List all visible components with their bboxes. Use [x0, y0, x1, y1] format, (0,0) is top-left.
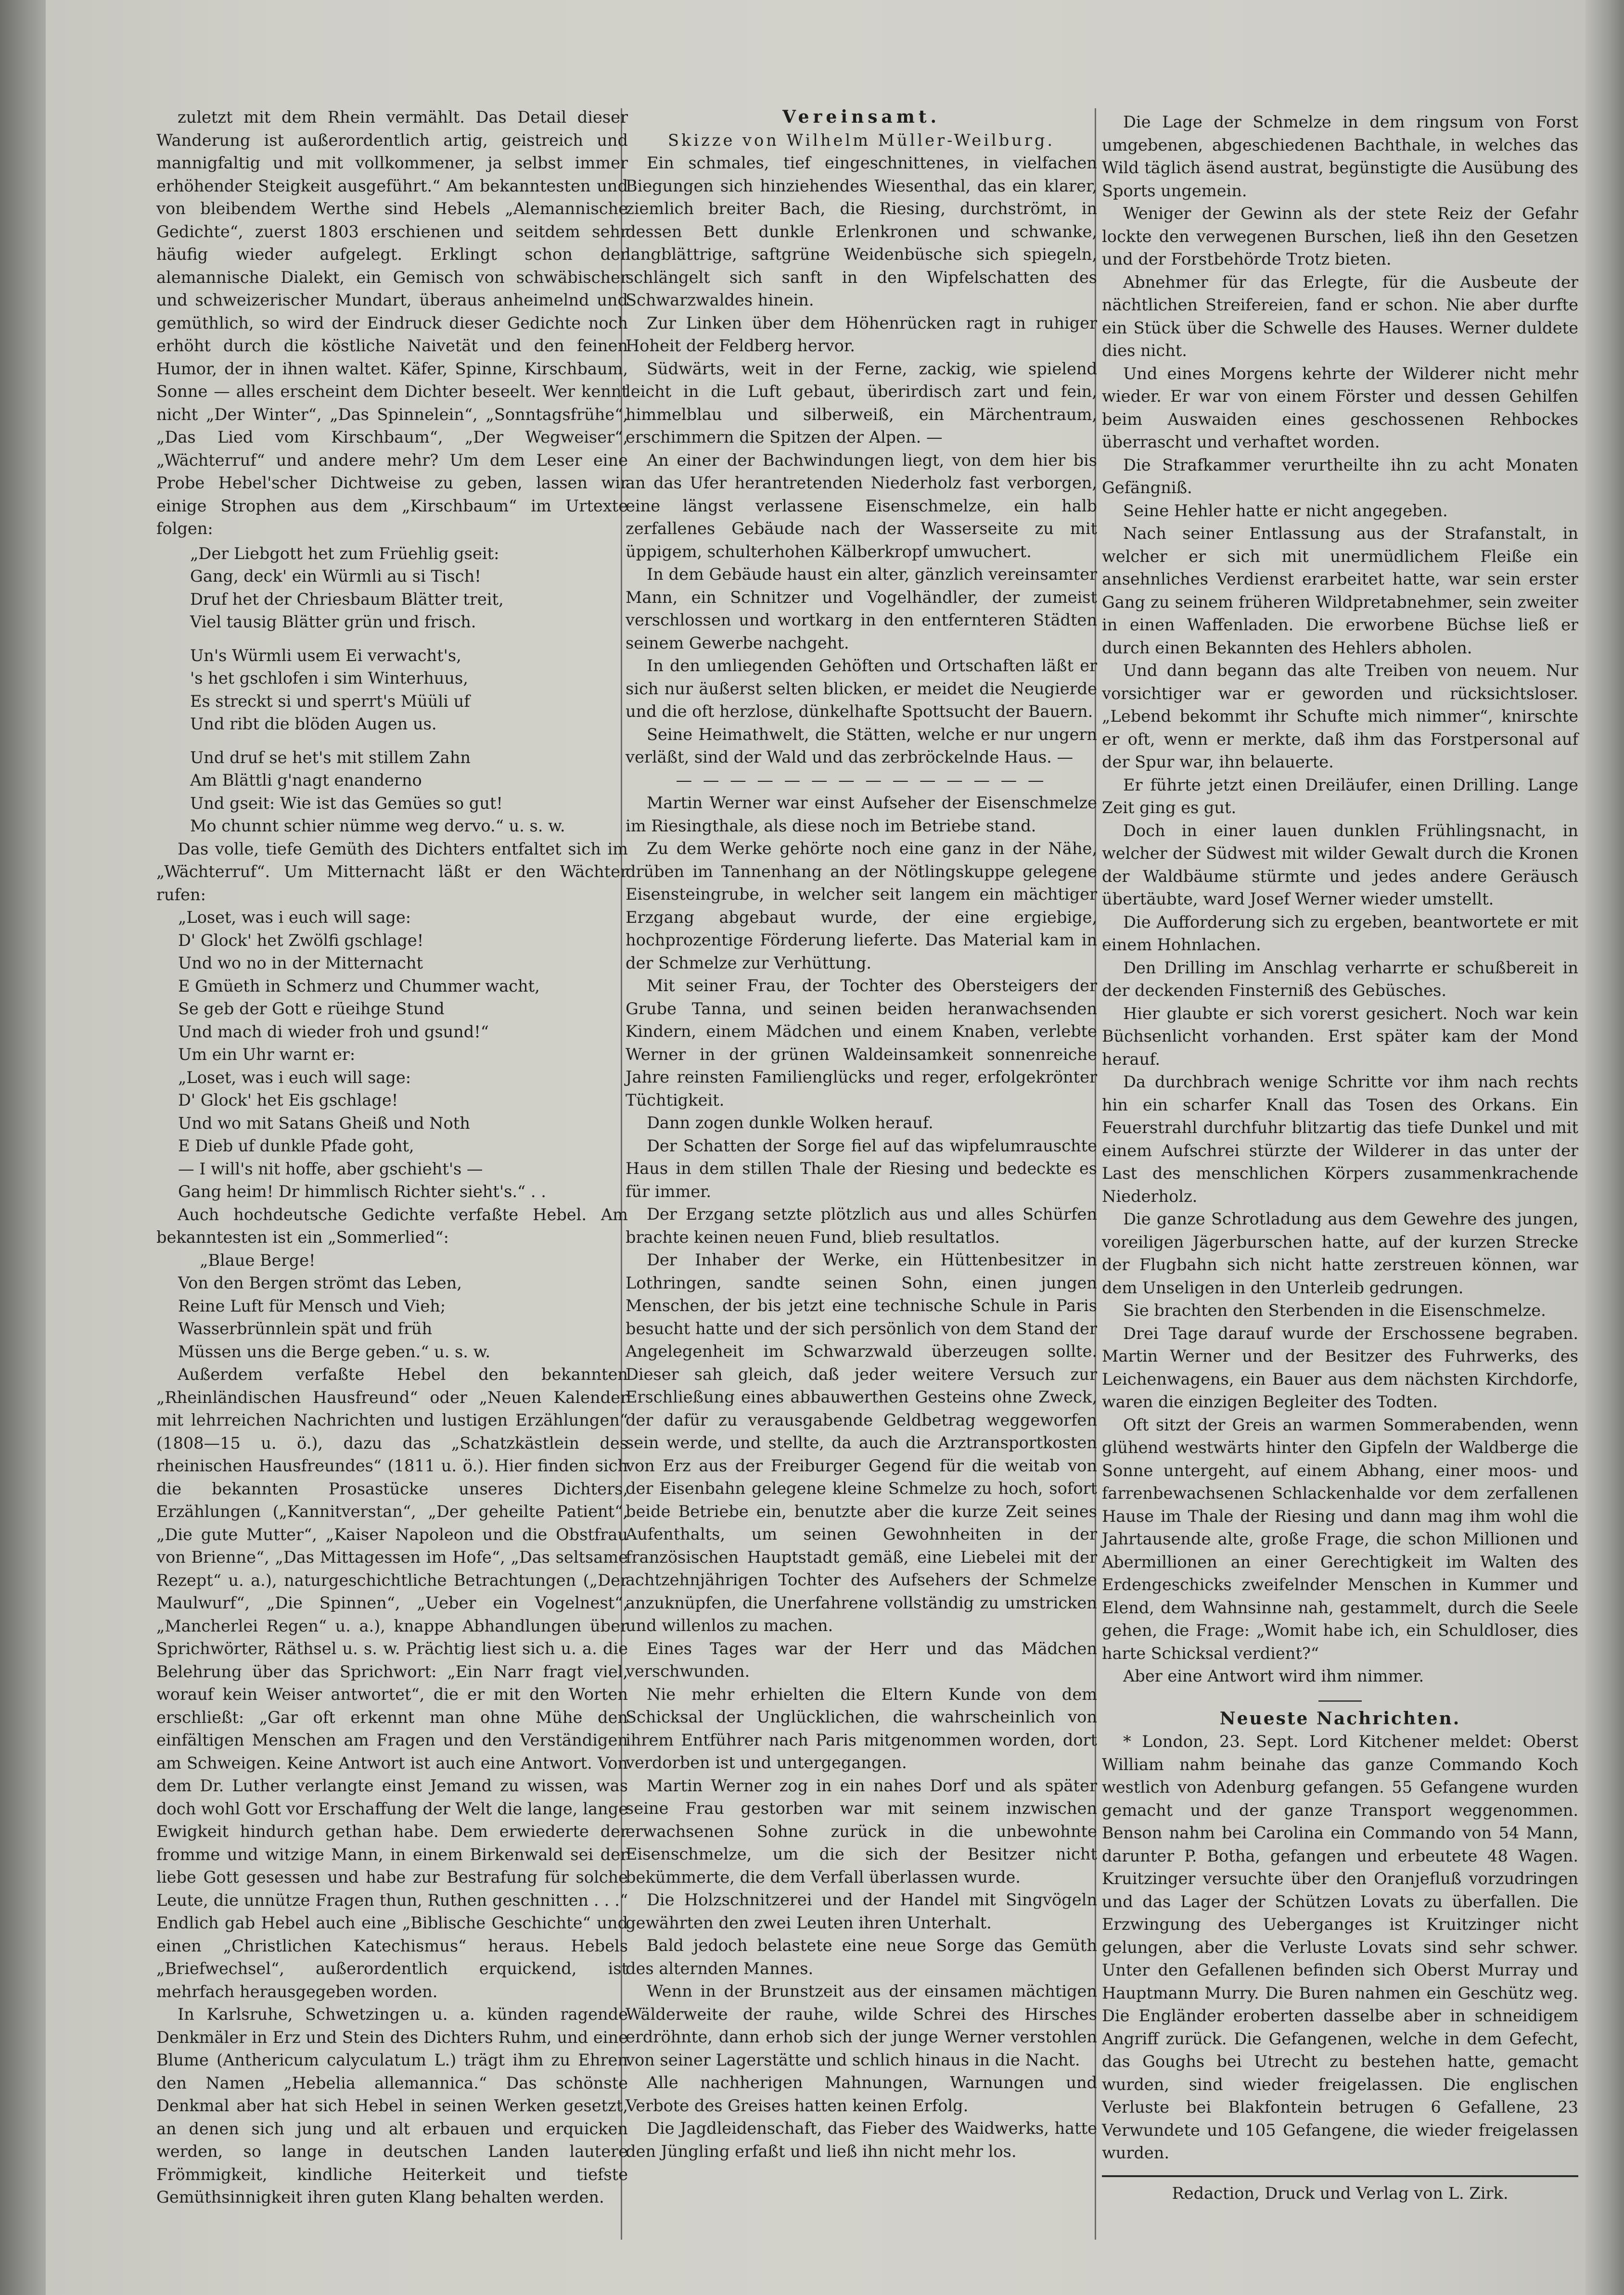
verse-line: Es streckt si und sperrt's Müüli uf [190, 691, 470, 711]
paragraph: Und dann begann das alte Treiben von neuem. Nur vorsichtiger war er geworden und rücksichtsloser. „Lebend bekommt ihr Schufte mich nimmer“, knirschte er oft, wenn er merkte, daß ihm das Forstpersonal auf der Spur war, ihn belauerte. [1102, 661, 1578, 771]
paragraph: An einer der Bachwindungen liegt, von dem hier bis an das Ufer herantretenden Niederholz fast verborgen, eine längst verlassene Eisenschmelze, ein halb zerfallenes Gebäude nach der Wasserseite zu mit üppigem, schulterhohen Kälberkropf umwuchert. [626, 450, 1097, 561]
paragraph: zuletzt mit dem Rhein vermählt. Das Detail dieser Wanderung ist außerordentlich artig, geistreich und mannigfaltig und mit vollkommener, ja selbst immer erhöhender Steigkeit ausgeführt.“ Am bekanntesten und von bleibendem Werthe sind Hebels „Alemannische Gedichte“, zuerst 1803 erschienen und seitdem sehr häufig wieder aufgelegt. Erklingt schon der alemannische Dialekt, ein Gemisch von schwäbischer und schweizerischer Mundart, überaus anheimelnd und gemüthlich, so wird der Eindruck dieser Gedichte noch erhöht durch die köstliche Naivetät und den feinen Humor, der in ihnen waltet. Käfer, Spinne, Kirschbaum, Sonne — alles erscheint dem Dichter beseelt. Wer kennt nicht „Der Winter“, „Das Spinnelein“, „Sonntagsfrühe“, „Das Lied vom Kirschbaum“, „Der Wegweiser“, „Wächterruf“ und andere mehr? Um dem Leser eine Probe Hebel'scher Dichtweise zu geben, lassen wir einige Strophen aus dem „Kirschbaum“ im Urtexte folgen: [156, 108, 628, 538]
verse-line: Am Blättli g'nagt enanderno [190, 771, 422, 790]
paragraph: Oft sitzt der Greis an warmen Sommerabenden, wenn glühend westwärts hinter den Gipfeln der Waldberge die Sonne untergeht, auf einem Abhang, einer moos- und farrenbewachsenen Schlackenhalde vor dem zerfallenen Hause im Thale der Riesing und dann mag ihm wohl die Jahrtausende alte, große Frage, die schon Millionen und Abermillionen an einer Gerechtigkeit im Walten des Erdengeschicks zweifelnder Menschen in Kummer und Elend, dem Wahnsinne nah, gestammelt, durch die Seele gehen, die Frage: „Womit habe ich, ein Schuldloser, dies harte Schicksal verdient?“ [1102, 1415, 1578, 1663]
verse-line: Und ribt die blöden Augen us. [190, 714, 437, 733]
imprint: Redaction, Druck und Verlag von L. Zirk. [1172, 2183, 1509, 2203]
verse-line: Und druf se het's mit stillem Zahn [190, 748, 471, 767]
verse-line: Und wo no in der Mitternacht [178, 954, 423, 972]
story-byline: Skizze von Wilhelm Müller-Weilburg. [667, 130, 1055, 150]
paragraph: Das volle, tiefe Gemüth des Dichters entfaltet sich im „Wächterruf“. Um Mitternacht läßt er den Wächter rufen: [156, 839, 628, 904]
verse-line: Un's Würmli usem Ei verwacht's, [190, 646, 461, 665]
paragraph: Die Holzschnitzerei und der Handel mit Singvögeln gewährten den zwei Leuten ihren Unterhalt. [626, 1890, 1097, 1932]
verse-line: Gang, deck' ein Würmli au si Tisch! [190, 567, 481, 586]
paragraph: Zur Linken über dem Höhenrücken ragt in ruhiger Hoheit der Feldberg hervor. [626, 313, 1097, 355]
paragraph: Weniger der Gewinn als der stete Reiz der Gefahr lockte den verwegenen Burschen, ließ ihn den Gesetzen und der Forstbehörde Trotz bieten. [1102, 204, 1578, 268]
poem-kirschbaum [190, 542, 628, 838]
verse-line: — I will's nit hoffe, aber gschieht's — [178, 1159, 483, 1178]
paragraph: Da durchbrach wenige Schritte vor ihm nach rechts hin ein scharfer Knall das Tosen des Orkans. Ein Feuerstrahl durchfuhr blitzartig das tiefe Dunkel und mit einem Aufschrei stürzte der Wilderer in das unter der Last des menschlichen Körpers zusammenkrachende Niederholz. [1102, 1072, 1578, 1206]
news-heading: Neueste Nachrichten. [1219, 1708, 1461, 1729]
verse-line: E Dieb uf dunkle Pfade goht, [178, 1136, 414, 1155]
verse-line: „Blaue Berge! [200, 1250, 316, 1270]
verse-line: Wasserbrünnlein spät und früh [178, 1319, 433, 1338]
paragraph: Nie mehr erhielten die Eltern Kunde von dem Schicksal der Unglücklichen, die wahrscheinlich von ihrem Entführer nach Paris mitgenommen worden, dort verdorben ist und untergegangen. [626, 1684, 1097, 1772]
paragraph: In Karlsruhe, Schwetzingen u. a. künden ragende Denkmäler in Erz und Stein des Dichters Ruhm, und eine Blume (Anthericum calyculatum L.) trägt ihm zu Ehren den Namen „Hebelia allemannica.“ Das schönste Denkmal aber hat sich Hebel in seinen Werken gesetzt, an denen sich jung und alt erbauen und erquicken werden, so lange in deutschen Landen lautere Frömmigkeit, kindliche Heiterkeit und tiefste Gemüthsinnigkeit ihren guten Klang behalten werden. [156, 2005, 628, 2206]
paragraph: Der Erzgang setzte plötzlich aus und alles Schürfen brachte keinen neuen Fund, blieb resultatlos. [626, 1205, 1097, 1247]
paragraph: Alle nachherigen Mahnungen, Warnungen und Verbote des Greises hatten keinen Erfolg. [626, 2073, 1097, 2115]
paragraph: Auch hochdeutsche Gedichte verfaßte Hebel. Am bekanntesten ist ein „Sommerlied“: [156, 1205, 628, 1247]
section-divider [1318, 1700, 1362, 1702]
verse-line: „Der Liebgott het zum Früehlig gseit: [190, 544, 499, 563]
verse-line: Und mach di wieder froh und gsund!“ [178, 1022, 489, 1041]
verse-line: Und wo mit Satans Gheiß und Noth [178, 1113, 470, 1133]
column-1 [156, 106, 628, 2209]
scan-left-margin [0, 0, 46, 2295]
paragraph: Den Drilling im Anschlag verharrte er schußbereit in der deckenden Finsterniß des Gebüsches. [1102, 958, 1578, 1000]
paragraph: Südwärts, weit in der Ferne, zackig, wie spielend leicht in die Luft gebaut, überirdisch zart und fein, himmelblau und silberweiß, ein Märchentraum, erschimmern die Spitzen der Alpen. — [626, 359, 1097, 446]
paragraph: Martin Werner zog in ein nahes Dorf und als später seine Frau gestorben war mit seinem inzwischen erwachsenen Sohne zurück in die unbewohnte Eisenschmelze, um die sich der Besitzer nicht bekümmerte, die dem Verfall überlassen wurde. [626, 1776, 1097, 1887]
verse-line: Reine Luft für Mensch und Vieh; [178, 1296, 446, 1315]
paragraph: Die Lage der Schmelze in dem ringsum von Forst umgebenen, abgeschiedenen Bachthale, in welches das Wild täglich äsend austrat, begünstigte die Ausübung des Sports ungemein. [1102, 113, 1578, 200]
paragraph: Sie brachten den Sterbenden in die Eisenschmelze. [1123, 1301, 1546, 1320]
paragraph: Aber eine Antwort wird ihm nimmer. [1123, 1667, 1424, 1685]
scan-right-edge [1586, 0, 1624, 2295]
verse-line: D' Glock' het Eis gschlage! [178, 1091, 398, 1109]
paragraph: Die Strafkammer verurtheilte ihn zu acht Monaten Gefängniß. [1102, 455, 1578, 497]
verse-line: Müssen uns die Berge geben.“ u. s. w. [178, 1342, 491, 1361]
paragraph: Wenn in der Brunstzeit aus der einsamen mächtigen Wälderweite der rauhe, wilde Schrei des Hirsches erdröhnte, dann erhob sich der junge Werner verstohlen von seiner Lagerstätte und schlich hinaus in die Nacht. [626, 1982, 1097, 2069]
verse-line: Se geb der Gott e rüeihge Stund [178, 999, 445, 1018]
verse-line: Mo chunnt schier nümme weg dervo.“ u. s. w. [190, 816, 565, 835]
paragraph: Eines Tages war der Herr und das Mädchen verschwunden. [626, 1639, 1097, 1681]
column-2 [626, 106, 1097, 2163]
paragraph: Der Inhaber der Werke, ein Hüttenbesitzer in Lothringen, sandte seinen Sohn, einen jungen Menschen, der bis jetzt eine technische Schule in Paris besucht hatte und der sich persönlich von dem Stand der Angelegenheit im Schwarzwald überzeugen sollte. Dieser sah gleich, daß jeder weitere Versuch zur Erschließung eines abbauwerthen Gesteins ohne Zweck, der dafür zu verausgabende Geldbetrag weggeworfen sein werde, und stellte, da auch die Arztransportkosten von Erz aus der Freiburger Gegend für die weitab von der Eisenbahn gelegene kleine Schmelze zu hoch, sofort beide Betriebe ein, benutzte aber die kurze Zeit seines Aufenthalts, um seinen Gewohnheiten in der französischen Hauptstadt gemäß, eine Liebelei mit der achtzehnjährigen Tochter des Aufsehers der Schmelze anzuknüpfen, die Unerfahrene vollständig zu umstricken und willenlos zu machen. [626, 1250, 1097, 1635]
paragraph: Martin Werner war einst Aufseher der Eisenschmelze im Riesingthale, als diese noch im Betriebe stand. [626, 793, 1097, 835]
verse-line: Um ein Uhr warnt er: [178, 1045, 356, 1064]
verse-line: „Loset, was i euch will sage: [178, 1068, 411, 1087]
section-divider: — — — — — — — — — — — — — — [676, 770, 1047, 790]
verse-line: Und gseit: Wie ist das Gemües so gut! [190, 793, 503, 813]
paragraph: Außerdem verfaßte Hebel den bekannten „Rheinländischen Hausfreund“ oder „Neuen Kalender mit lehrreichen Nachrichten und lustigen Erzählungen“ (1808—15 u. ö.), dazu das „Schatzkästlein des rheinischen Hausfreundes“ (1811 u. ö.). Hier finden sich die bekannten Prosastücke unseres Dichters, Erzählungen („Kannitverstan“, „Der geheilte Patient“, „Die gute Mutter“, „Kaiser Napoleon und die Obstfrau von Brienne“, „Das Mittagessen im Hofe“, „Das seltsame Rezept“ u. a.), naturgeschichtliche Betrachtungen („Der Maulwurf“, „Die Spinnen“, „Ueber ein Vogelnest“, „Mancherlei Regen“ u. a.), knappe Abhandlungen über Sprichwörter, Räthsel u. s. w. Prächtig liest sich u. a. die Belehrung über das Sprichwort: „Ein Narr fragt viel, worauf kein Weiser antwortet“, die er mit den Worten erschließt: „Gar oft erkennt man ohne Mühe den einfältigen Menschen am Fragen und den Verständigen am Schweigen. Keine Antwort ist auch eine Antwort. Von dem Dr. Luther verlangte einst Jemand zu wissen, was doch wohl Gott vor Erschaffung der Welt die lange, lange Ewigkeit hindurch gethan habe. Dem erwiederte der fromme und witzige Mann, in einem Birkenwald sei der liebe Gott gesessen und habe zur Bestrafung für solche Leute, die unnütze Fragen thun, Ruthen geschnitten . . .“ Endlich gab Hebel auch eine „Biblische Geschichte“ und einen „Christlichen Katechismus“ heraus. Hebels „Briefwechsel“, außerordentlich erquickend, ist mehrfach herausgegeben worden. [156, 1365, 628, 2001]
paragraph: In den umliegenden Gehöften und Ortschaften läßt er sich nur äußerst selten blicken, er meidet die Neugierde und die oft herzlose, dünkelhafte Spottsucht der Bauern. [626, 656, 1097, 721]
paragraph: Die Jagdleidenschaft, das Fieber des Waidwerks, hatte den Jüngling erfaßt und ließ ihn nicht mehr los. [626, 2119, 1097, 2161]
news-item: * London, 23. Sept. Lord Kitchener meldet: Oberst William nahm beinahe das ganze Commando Koch westlich von Adenburg gefangen. 55 Gefangene wurden gemacht und der ganze Transport weggenommen. Benson nahm bei Carolina ein Commando von 54 Mann, darunter P. Botha, gefangen und erbeutete 48 Wagen. Kruitzinger versuchte über den Oranjefluß vorzudringen und das Lager der Schützen Lovats zu überfallen. Die Erzwingung des Ueberganges ist Kruitzinger nicht gelungen, aber die Verluste Lovats sind sehr schwer. Unter den Gefallenen befinden sich Oberst Murray und Hauptmann Murry. Die Buren nahmen ein Geschütz weg. Die Engländer eroberten dasselbe aber in schneidigem Angriff zurück. Die Gefangenen, welche in dem Gefecht, das Goughs bei Utrecht zu bestehen hatte, gemacht wurden, sind wieder freigelassen. Die englischen Verluste bei Blakfontein betrugen 6 Gefallene, 23 Verwundete und 105 Gefangene, die wieder freigelassen wurden. [1102, 1732, 1578, 2162]
verse-line: Viel tausig Blätter grün und frisch. [190, 612, 476, 631]
paragraph: Ein schmales, tief eingeschnittenes, in vielfachen Biegungen sich hinziehendes Wiesenthal, das ein klarer, ziemlich breiter Bach, die Riesing, durchströmt, in dessen Bett dunkle Erlenkronen und schwanke, langblättrige, saftgrüne Weidenbüsche sich spiegeln, schlängelt sich sanft in den Wipfelschatten des Schwarzwaldes hinein. [626, 153, 1097, 309]
verse-line: 's het gschlofen i sim Winterhuus, [190, 669, 468, 688]
paragraph: In dem Gebäude haust ein alter, gänzlich vereinsamter Mann, ein Schnitzer und Vogelhändler, der zumeist verschlossen und wortkarg in den entfernteren Städten seinem Gewerbe nachgeht. [626, 565, 1097, 652]
paragraph: Dann zogen dunkle Wolken herauf. [647, 1113, 933, 1132]
paragraph: Mit seiner Frau, der Tochter des Obersteigers der Grube Tanna, und seinen beiden heranwachsenden Kindern, einem Mädchen und einem Knaben, verlebte Werner in der grünen Waldeinsamkeit sonnenreiche Jahre reinsten Familienglücks und reger, erfolgekrönter Tüchtigkeit. [626, 976, 1097, 1109]
column-3 [1102, 111, 1578, 2205]
paragraph: Er führte jetzt einen Dreiläufer, einen Drilling. Lange Zeit ging es gut. [1102, 775, 1578, 817]
verse-line: E Gmüeth in Schmerz und Chummer wacht, [178, 976, 540, 995]
paragraph: Die Aufforderung sich zu ergeben, beantwortete er mit einem Hohnlachen. [1102, 912, 1578, 954]
verse-line: Gang heim! Dr himmlisch Richter sieht's.“ . . [178, 1182, 546, 1201]
verse-line: Von den Bergen strömt das Leben, [178, 1274, 462, 1292]
paragraph: Abnehmer für das Erlegte, für die Ausbeute der nächtlichen Streifereien, fand er schon. Nie aber durfte ein Stück über die Schwelle des Hauses. Werner duldete dies nicht. [1102, 272, 1578, 360]
paragraph: Der Schatten der Sorge fiel auf das wipfelumrauschte Haus in dem stillen Thale der Riesing und bedeckte es für immer. [626, 1136, 1097, 1201]
paragraph: Und eines Morgens kehrte der Wilderer nicht mehr wieder. Er war von einem Förster und dessen Gehilfen beim Auswaiden eines geschossenen Rehbockes überrascht und verhaftet worden. [1102, 364, 1578, 451]
paragraph: Seine Hehler hatte er nicht angegeben. [1123, 501, 1448, 520]
verse-line: D' Glock' het Zwölfi gschlage! [178, 931, 424, 950]
paragraph: Nach seiner Entlassung aus der Strafanstalt, in welcher er sich mit unermüdlichem Fleiße ein ansehnliches Verdienst erarbeitet hatte, war sein erster Gang zu seinem früheren Wildpretabnehmer, sein zweiter in einen Waffenladen. Die erworbene Büchse ließ er durch einen Bekannten des Hehlers abholen. [1102, 524, 1578, 657]
paragraph: Die ganze Schrotladung aus dem Gewehre des jungen, voreiligen Jägerburschen hatte, auf der kurzen Strecke der Flugbahn sich nicht hatte zerstreuen können, war dem Unseligen in den Unterleib gedrungen. [1102, 1210, 1578, 1297]
story-title: Vereinsamt. [782, 107, 941, 127]
footer-rule [1102, 2175, 1578, 2177]
paragraph: Doch in einer lauen dunklen Frühlingsnacht, in welcher der Südwest mit wilder Gewalt durch die Kronen der Waldbäume stürmte und jedes andere Geräusch übertäubte, ward Josef Werner wieder umstellt. [1102, 821, 1578, 908]
paragraph: Seine Heimathwelt, die Stätten, welche er nur ungern verläßt, sind der Wald und das zerbröckelnde Haus. — [626, 725, 1097, 766]
poem-waechterruf [178, 906, 628, 1203]
paragraph: Hier glaubte er sich vorerst gesichert. Noch war kein Büchsenlicht vorhanden. Erst später kam der Mond herauf. [1102, 1004, 1578, 1069]
paragraph: Bald jedoch belastete eine neue Sorge das Gemüth des alternden Mannes. [626, 1936, 1097, 1978]
poem-sommerlied [178, 1249, 628, 1364]
paragraph: Zu dem Werke gehörte noch eine ganz in der Nähe, drüben im Tannenhang an der Nötlingskuppe gelegene Eisensteingrube, in welcher seit langem ein mächtiger Erzgang abgebaut wurde, der eine ergiebige, hochprozentige Förderung lieferte. Das Material kam in der Schmelze zur Verhüttung. [626, 839, 1097, 972]
verse-line: „Loset, was i euch will sage: [178, 908, 411, 927]
paragraph: Drei Tage darauf wurde der Erschossene begraben. Martin Werner und der Besitzer des Fuhrwerks, des Leichenwagens, ein Bauer aus dem nächsten Kirchdorfe, waren die einzigen Begleiter des Todten. [1102, 1324, 1578, 1411]
verse-line: Druf het der Chriesbaum Blätter treit, [190, 589, 504, 609]
